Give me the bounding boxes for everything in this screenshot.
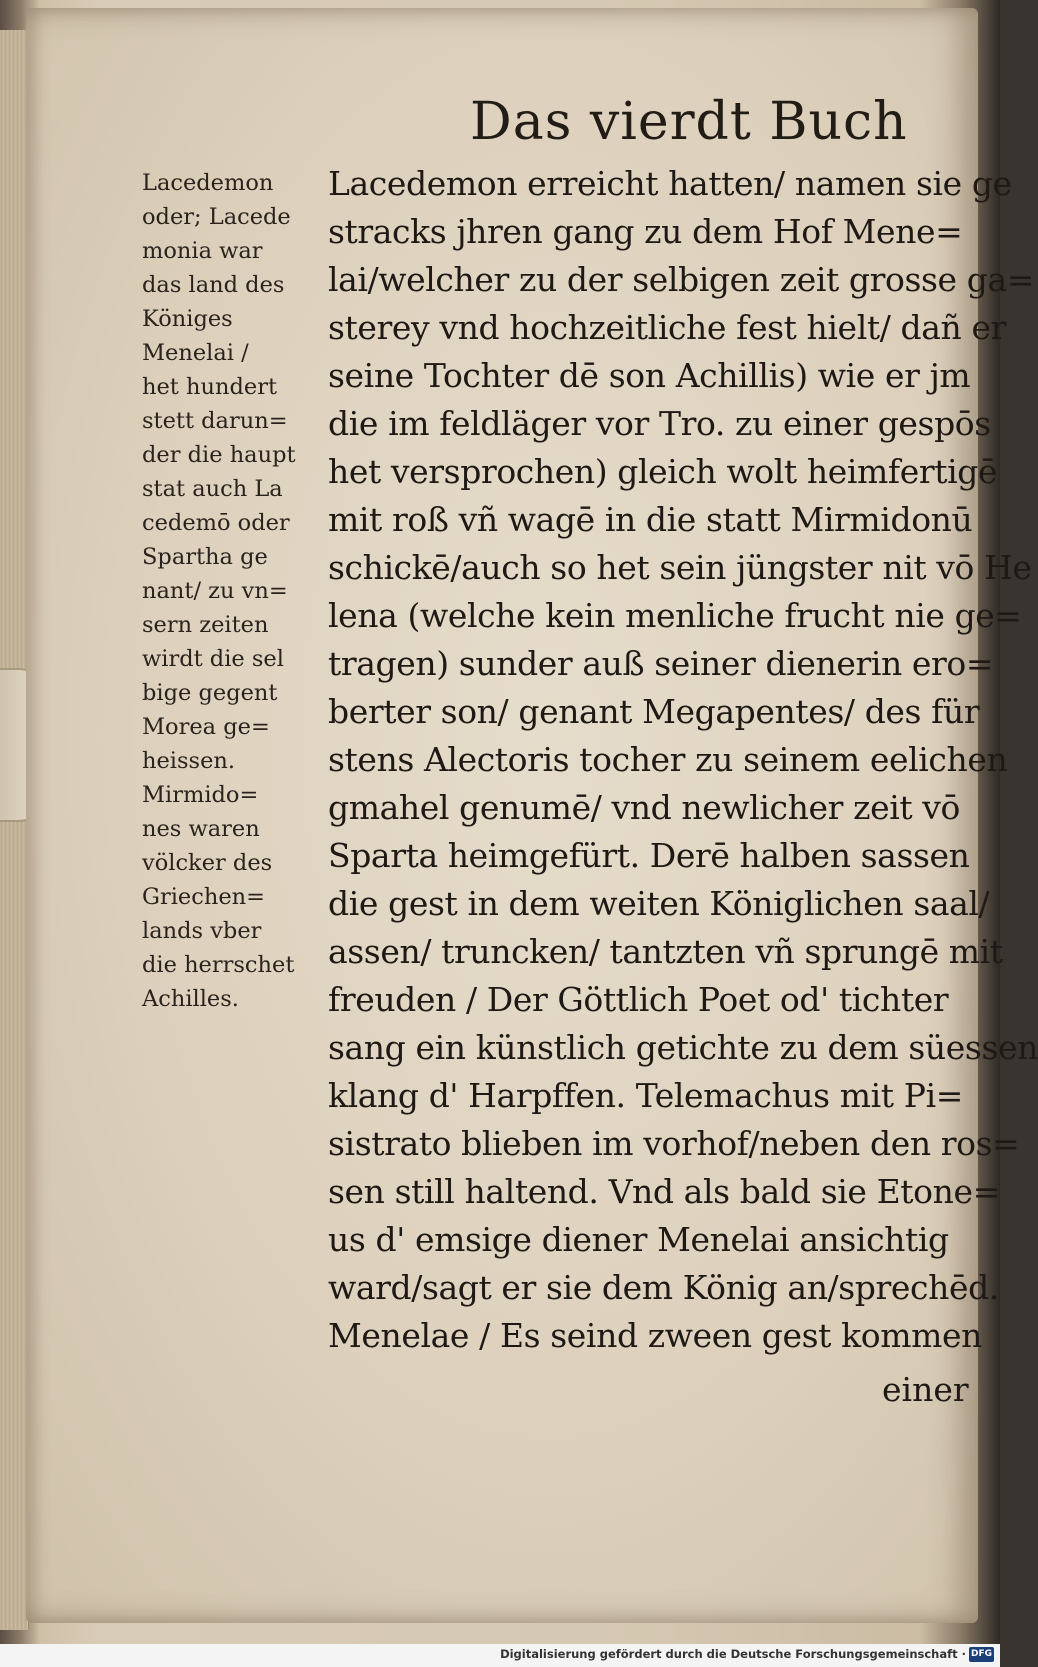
text-line: stracks jhren gang zu dem Hof Mene= xyxy=(328,212,963,251)
marginal-notes xyxy=(142,166,320,1016)
text-line: ward/sagt er sie dem König an/sprechēd. xyxy=(328,1268,999,1307)
text-line: die im feldläger vor Tro. zu einer gespōs xyxy=(328,404,991,443)
text-line: mit roß vñ wagē in die statt Mirmidonū xyxy=(328,500,973,539)
text-line: assen/ truncken/ tantzten vñ sprungē mit xyxy=(328,932,1003,971)
running-head: Das vierdt Buch xyxy=(470,92,908,152)
marginal-line: wirdt die sel xyxy=(142,646,284,672)
marginal-line: stat auch La xyxy=(142,476,283,502)
page-stack-edge xyxy=(0,30,29,1630)
marginal-line: nant/ zu vn= xyxy=(142,578,288,604)
marginal-line: stett darun= xyxy=(142,408,288,434)
marginal-line: das land des xyxy=(142,272,285,298)
text-line: sterey vnd hochzeitliche fest hielt/ dañ er xyxy=(328,308,1006,347)
text-line: schickē/auch so het sein jüngster nit vō He xyxy=(328,548,1032,587)
marginal-line: het hundert xyxy=(142,374,277,400)
marginal-line: Menelai / xyxy=(142,340,249,366)
text-line: tragen) sunder auß seiner dienerin ero= xyxy=(328,644,994,683)
text-line: sistrato blieben im vorhof/neben den ros= xyxy=(328,1124,1020,1163)
marginal-line: Lacedemon xyxy=(142,170,274,196)
marginal-line: Achilles. xyxy=(142,986,239,1012)
marginal-line: nes waren xyxy=(142,816,260,842)
marginal-line: Mirmido= xyxy=(142,782,259,808)
text-line: Menelae / Es seind zween gest kommen xyxy=(328,1316,982,1355)
marginal-line: Morea ge= xyxy=(142,714,270,740)
marginal-line: lands vber xyxy=(142,918,262,944)
text-line: het versprochen) gleich wolt heimfertigē xyxy=(328,452,998,491)
digitization-credit: Digitalisierung gefördert durch die Deutsche Forschungsgemeinschaft · xyxy=(500,1647,966,1661)
marginal-line: heissen. xyxy=(142,748,236,774)
marginal-line: bige gegent xyxy=(142,680,278,706)
text-line: gmahel genumē/ vnd newlicher zeit vō xyxy=(328,788,961,827)
marginal-line: Spartha ge xyxy=(142,544,268,570)
main-text-column xyxy=(328,160,1038,1360)
marginal-line: die herrschet xyxy=(142,952,295,978)
marginal-line: völcker des xyxy=(142,850,273,876)
text-line: freuden / Der Göttlich Poet od' tichter xyxy=(328,980,949,1019)
marginal-line: sern zeiten xyxy=(142,612,269,638)
text-line: Lacedemon erreicht hatten/ namen sie ge xyxy=(328,164,1012,203)
text-line: sang ein künstlich getichte zu dem süessen xyxy=(328,1028,1038,1067)
marginal-line: Griechen= xyxy=(142,884,265,910)
text-line: die gest in dem weiten Königlichen saal/ xyxy=(328,884,990,923)
text-line: berter son/ genant Megapentes/ des für xyxy=(328,692,980,731)
text-line: sen still haltend. Vnd als bald sie Etone= xyxy=(328,1172,1000,1211)
text-line: us d' emsige diener Menelai ansichtig xyxy=(328,1220,949,1259)
marginal-line: monia war xyxy=(142,238,263,264)
marginal-line: Königes xyxy=(142,306,233,332)
marginal-line: oder; Lacede xyxy=(142,204,291,230)
text-line: lai/welcher zu der selbigen zeit grosse ga= xyxy=(328,260,1035,299)
catchword: einer xyxy=(882,1370,969,1409)
text-line: klang d' Harpffen. Telemachus mit Pi= xyxy=(328,1076,963,1115)
marginal-line: der die haupt xyxy=(142,442,296,468)
dfg-logo: DFG xyxy=(969,1647,994,1662)
text-line: Sparta heimgefürt. Derē halben sassen xyxy=(328,836,970,875)
text-line: stens Alectoris tocher zu seinem eelichen xyxy=(328,740,1008,779)
marginal-line: cedemō oder xyxy=(142,510,290,536)
text-line: seine Tochter dē son Achillis) wie er jm xyxy=(328,356,971,395)
text-line: lena (welche kein menliche frucht nie ge= xyxy=(328,596,1022,635)
